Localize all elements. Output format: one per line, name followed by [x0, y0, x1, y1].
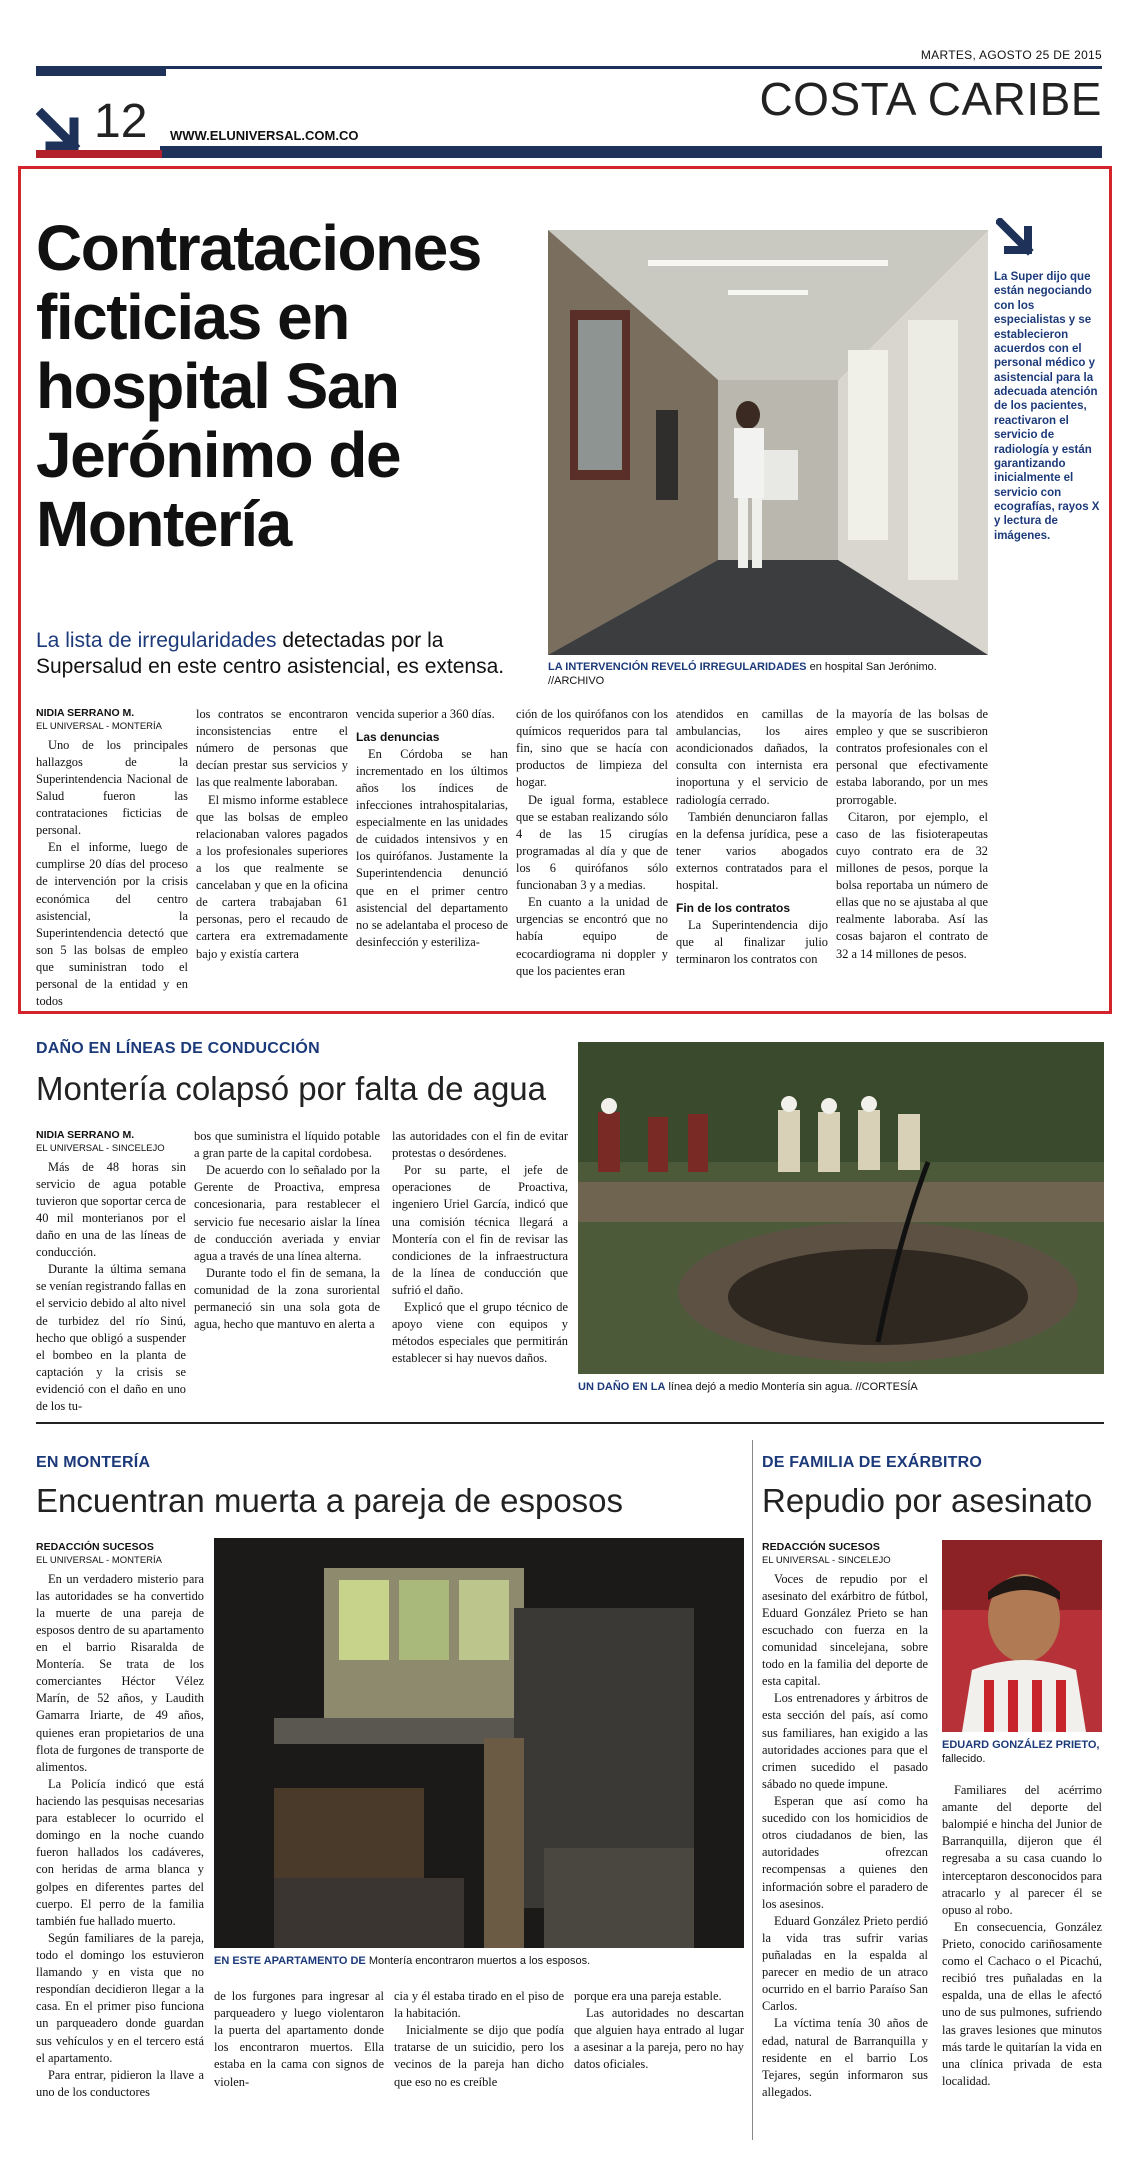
- byline: NIDIA SERRANO M.: [36, 1129, 135, 1141]
- paragraph: porque era una pareja estable.: [574, 1989, 722, 2003]
- couple-col-1: [36, 1540, 204, 2101]
- apartment-illustration: [214, 1538, 744, 1948]
- hospital-corridor-photo: [548, 230, 988, 655]
- paragraph: En cuanto a la unidad de urgencias se encontró que no había equipo de ecocardiograma ni doppler y que los pacientes eran: [516, 895, 668, 978]
- byline: NIDIA SERRANO M.: [36, 707, 135, 719]
- paragraph: Durante la última semana se venían registrando fallas en el servicio debido al alto nivel de turbidez del río Sinú, hecho que obligó a suspender el bombeo en la planta de captación y la crisis se evidenció con el daño en uno de los tu-: [36, 1262, 187, 1414]
- main-photo-caption-rest: en hospital San Jerónimo. //ARCHIVO: [548, 661, 937, 688]
- masthead-rule-accent: [36, 66, 166, 76]
- couple-title: Encuentran muerta a pareja de esposos: [36, 1482, 624, 1519]
- byline: REDACCIÓN SUCESOS: [36, 1541, 154, 1553]
- section-divider: [36, 1422, 1104, 1424]
- referee-col-2: [942, 1782, 1102, 2090]
- paragraph: En consecuencia, González Prieto, conocido cariñosamente como el Cachaco o el Picachú, recibió tres puñaladas en la espalda, una de ellas le afectó uno de sus pulmones, sufriendo las graves lesiones que minutos más tarde le quitarían la vida en una clínica privada de esta localidad.: [942, 1919, 1102, 2088]
- water-col-3: [392, 1128, 568, 1368]
- apartment-caption-rest: Montería encontraron muertos a los esposos.: [365, 1955, 591, 1967]
- paragraph: Esperan que así como ha sucedido con los homicidios de otros ciudadanos de bien, las autoridades ofrezcan recompensas a quienes den información sobre el paradero de los asesinos.: [762, 1794, 928, 1911]
- paragraph: atendidos en camillas de ambulancias, los aires acondicionados dañados, la consulta con internista era inoportuna y el servicio de radiología cerrado.: [676, 707, 828, 807]
- paragraph: En el informe, luego de cumplirse 20 días del proceso de intervención por la crisis económica del centro asistencial, la Superintendencia detectó que son 5 las bolsas de empleo que suministran todo el personal de la entidad y en todos: [36, 840, 188, 1009]
- referee-col-1: [762, 1540, 928, 2101]
- referee-kicker: DE FAMILIA DE EXÁRBITRO: [762, 1454, 983, 1471]
- hospital-corridor-illustration: [548, 230, 988, 655]
- main-photo-caption: [548, 660, 988, 689]
- masthead-rule: [36, 66, 1102, 69]
- main-col-6: [836, 706, 988, 963]
- couple-col-4: [574, 1988, 744, 2074]
- paragraph: ción de los quirófanos con los químicos requeridos para tal fin, sino que se hacía con productos de limpieza del hogar.: [516, 707, 668, 790]
- paragraph: de los furgones para ingresar al parqueadero y luego violentaron la puerta del apartamento donde los encontraron muertos. Ella estaba en la cama con signos de violen-: [214, 1989, 384, 2089]
- paragraph: La víctima tenía 30 años de edad, natural de Barranquilla y residente en el barrio Los Tejares, según informaron sus allegados.: [762, 2016, 928, 2099]
- water-title: Montería colapsó por falta de agua: [36, 1070, 547, 1107]
- water-col-2: [194, 1128, 380, 1333]
- paragraph: vencida superior a 360 días.: [356, 707, 495, 721]
- byline-location: EL UNIVERSAL - SINCELEJO: [36, 1143, 165, 1155]
- paragraph: Por su parte, el jefe de operaciones de Proactiva, ingeniero Uriel García, indicó que una comisión técnica llegará a Montería con el fin de revisar las condiciones de la infraestructura de la línea de conducción que sufrió el daño.: [392, 1163, 568, 1297]
- couple-col-3: [394, 1988, 564, 2091]
- apartment-photo: [214, 1538, 744, 1948]
- main-headline: Contrataciones ficticias en hospital San Jerónimo de Montería: [36, 212, 481, 561]
- referee-caption-lead: EDUARD GONZÁLEZ PRIETO,: [942, 1739, 1100, 1751]
- header-red-bar: [36, 150, 162, 158]
- couple-kicker: EN MONTERÍA: [36, 1454, 151, 1471]
- water-damage-photo: [578, 1042, 1104, 1374]
- water-kicker: DAÑO EN LÍNEAS DE CONDUCCIÓN: [36, 1040, 320, 1057]
- section-title: COSTA CARIBE: [759, 73, 1102, 125]
- main-photo-caption-lead: LA INTERVENCIÓN REVELÓ IRREGULARIDADES: [548, 661, 807, 673]
- paragraph: Los entrenadores y árbitros de esta sección del país, así como sus familiares, han exigido a las autoridades acciones para que el crimen sucedido el pasado sábado no quede impune.: [762, 1691, 928, 1791]
- apartment-photo-caption: [214, 1954, 744, 1968]
- paragraph: Durante todo el fin de semana, la comunidad de la zona suroriental permaneció sin una sola gota de agua, hecho que mantuvo en alerta a: [194, 1265, 380, 1332]
- paragraph: Citaron, por ejemplo, el caso de las fisioterapeutas cuyo contrato era de 32 millones de pesos, porque la bolsa reportaba un número de ellas que no se ajustaba al que realmente laboraba. Así las cosas bajaron el contrato de 32 a 14 millones de pesos.: [836, 809, 988, 961]
- paragraph: En Córdoba se han incrementado en los últimos años los índices de infecciones intrahospitalarias, especialmente en las unidades de cuidados intensivos y en los quirófanos. Justamente la Superintendencia denunció que en el primer centro asistencial del departamento no se adelantaba el proceso de desinfección y esteriliza-: [356, 746, 508, 949]
- paragraph: la mayoría de las bolsas de empleo y que se suscribieron contratos profesionales con el personal que efectivamente estaba laborando, por un mes prorrogable.: [836, 707, 988, 807]
- arrow-down-right-icon: [36, 108, 88, 154]
- paragraph: las autoridades con el fin de evitar protestas o desórdenes.: [392, 1129, 568, 1161]
- paragraph: Según familiares de la pareja, todo el domingo los estuvieron llamando y en vista que no respondían decidieron llegar a la casa. En el primer piso funciona un parqueadero donde guardan sus vehículos y en el tercero está el apartamento.: [36, 1930, 204, 2065]
- header-bar: [160, 146, 1102, 158]
- paragraph: También denunciaron fallas en la defensa jurídica, pese a tener varios abogados externos contratados para el hospital.: [676, 809, 828, 893]
- water-caption-lead: UN DAÑO EN LA: [578, 1381, 666, 1393]
- byline: REDACCIÓN SUCESOS: [762, 1541, 880, 1553]
- main-deck-lead: La lista de irregularidades: [36, 629, 277, 652]
- main-deck: [36, 628, 506, 681]
- paragraph: Más de 48 horas sin servicio de agua potable tuvieron que soportar cerca de 40 mil monterianos por el daño en una de las líneas de conducción.: [36, 1159, 186, 1260]
- water-photo-caption: [578, 1380, 1104, 1394]
- paragraph: bos que suministra el líquido potable a gran parte de la capital cordobesa.: [194, 1129, 380, 1161]
- paragraph: De igual forma, establece que se estaban realizando sólo 4 de las 15 cirugías programadas al día y que de los 6 quirófanos sólo funcionaban 3 y a medias.: [516, 792, 668, 893]
- referee-portrait-illustration: [942, 1540, 1102, 1732]
- referee-title: Repudio por asesinato: [762, 1482, 1093, 1519]
- paragraph: Voces de repudio por el asesinato del exárbitro de fútbol, Eduard González Prieto se han escuchado con fuerza en la comunidad sincelejana, sobre todo en la familia del deporte de esta capital.: [762, 1571, 928, 1689]
- site-url[interactable]: WWW.ELUNIVERSAL.COM.CO: [170, 128, 359, 143]
- referee-portrait-photo: [942, 1540, 1102, 1732]
- column-divider: [752, 1440, 753, 2140]
- paragraph: Eduard González Prieto perdió la vida tras sufrir varias puñaladas en la espalda al parecer en medio de un atraco ocurrido en el barrio Paraíso San Carlos.: [762, 1913, 928, 2014]
- subhead: Fin de los contratos: [676, 901, 791, 916]
- paragraph: Familiares del acérrimo amante del deporte del balompié e hincha del Junior de Barranquilla, dijeron que él regresaba a su casa cuando lo interceptaron desconocidos para atracarlo y al parecer él se opuso al robo.: [942, 1783, 1102, 1917]
- paragraph: De acuerdo con lo señalado por la Gerente de Proactiva, empresa concesionaria, para restablecer el servicio fue necesario aislar la línea de conducción averiada y enviar agua a través de una línea alterna.: [194, 1163, 380, 1263]
- apartment-caption-lead: EN ESTE APARTAMENTO DE: [214, 1955, 366, 1967]
- paragraph: En un verdadero misterio para las autoridades se ha convertido la muerte de una pareja de esposos dentro de su apartamento en el barrio Risaralda de Montería. Se trata de los comerciantes Héctor Vélez Marín, de 52 años, y Laudith Gamarra Iriarte, de 49 años, quienes eran propietarios de una flota de furgones de transporte de alimentos.: [36, 1571, 204, 1774]
- issue-date: MARTES, AGOSTO 25 DE 2015: [920, 48, 1102, 62]
- sidebar-note: La Super dijo que están negociando con los especialistas y se establecieron acuerdos con el personal médico y asistencial para la adecuada atención de los pacientes, reactivaron el servicio de radiología y están garantizando inicialmente el servicio con ecografías, rayos X y lectura de imágenes.: [994, 271, 1100, 542]
- referee-photo-caption: [942, 1738, 1102, 1767]
- water-caption-rest: línea dejó a medio Montería sin agua. //CORTESÍA: [665, 1381, 918, 1393]
- main-col-5: [676, 706, 828, 968]
- paragraph: El mismo informe establece que las bolsas de empleo relacionaban valores pagados a los profesionales superiores a los que realmente se cancelaban y que en la oficina de cartera trabajaban 61 personas, pero el recaudo de cartera era extremadamente bajo y existía cartera: [196, 792, 348, 961]
- paragraph: La Superintendencia dijo que al finalizar julio terminaron los contratos con: [676, 917, 828, 966]
- main-deck-rest: detectadas por la Supersalud en este centro asistencial, es extensa.: [36, 629, 505, 679]
- referee-caption-rest: fallecido.: [942, 1753, 986, 1766]
- paragraph: los contratos se encontraron inconsistencias entre el número de personas que decían prestar sus servicios y las que realmente laboraban.: [196, 707, 348, 790]
- byline-location: EL UNIVERSAL - MONTERÍA: [36, 721, 162, 733]
- main-col-4: [516, 706, 668, 980]
- arrow-down-right-icon: [996, 218, 1040, 262]
- byline-location: EL UNIVERSAL - MONTERÍA: [36, 1555, 162, 1567]
- byline-location: EL UNIVERSAL - SINCELEJO: [762, 1555, 891, 1567]
- page-number: 12: [94, 95, 148, 148]
- couple-col-2: [214, 1988, 384, 2091]
- water-damage-illustration: [578, 1042, 1104, 1374]
- paragraph: La Policía indicó que está haciendo las pesquisas necesarias para establecer lo ocurrido el domingo en la noche cuando fueron hallados los cadáveres, con heridas de arma blanca y golpes en diferentes partes del cuerpo. El perro de la familia también fue hallado muerto.: [36, 1776, 204, 1928]
- water-col-1: [36, 1128, 186, 1415]
- paragraph: Para entrar, pidieron la llave a uno de los conductores: [36, 2067, 204, 2099]
- paragraph: Uno de los principales hallazgos de la Superintendencia Nacional de Salud fueron las contrataciones ficticias de personal.: [36, 737, 188, 838]
- paragraph: Explicó que el grupo técnico de apoyo viene con equipos y métodos especiales que permitirán establecer si hay nuevos daños.: [392, 1300, 568, 1366]
- paragraph: cia y él estaba tirado en el piso de la habitación.: [394, 1989, 564, 2021]
- main-col-3: [356, 706, 508, 951]
- subhead: Las denuncias: [356, 730, 440, 745]
- main-col-2: [196, 706, 348, 963]
- paragraph: Inicialmente se dijo que podía tratarse de un suicidio, pero los vecinos de la pareja han dicho que eso no es creíble: [394, 2023, 564, 2089]
- paragraph: Las autoridades no descartan que alguien haya entrado al lugar a asesinar a la pareja, pero no hay datos oficiales.: [574, 2006, 744, 2072]
- main-col-1: [36, 706, 188, 1010]
